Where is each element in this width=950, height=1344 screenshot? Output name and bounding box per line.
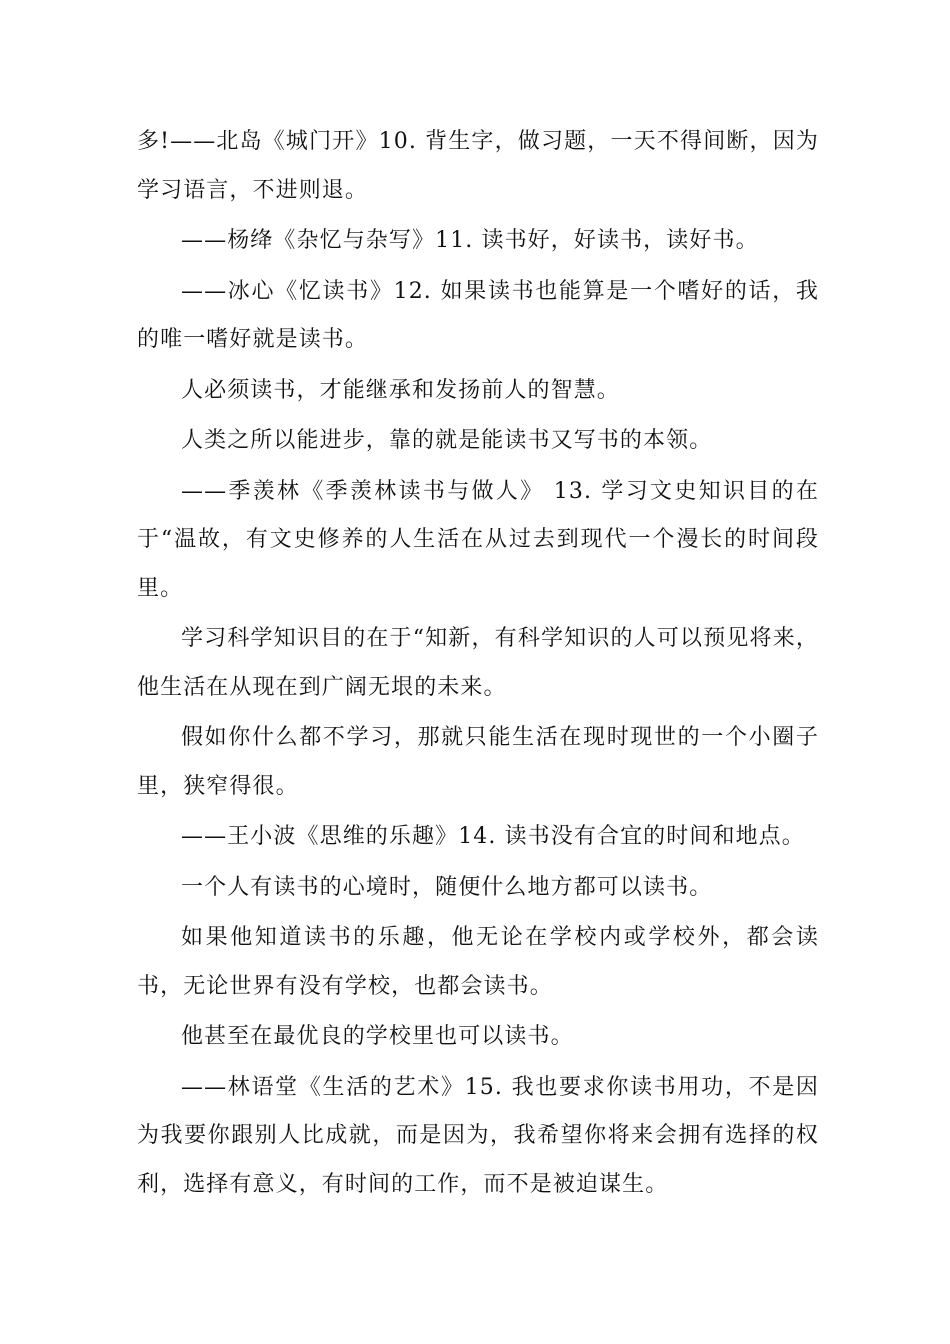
paragraph-3: ——冰心《忆读书》12. 如果读书也能算是一个嗜好的话，我的唯一嗜好就是读书。 [137, 278, 819, 352]
paragraph-6: ——季羡林《季羡林读书与做人》 13. 学习文史知识目的在于“温故，有文史修养的人生活在从过去到现代一个漫长的时间段里。 [137, 478, 819, 601]
paragraph-5: 人类之所以能进步，靠的就是能读书又写书的本领。 [181, 428, 713, 453]
paragraph-11: 如果他知道读书的乐趣，他无论在学校内或学校外，都会读书，无论世界有没有学校，也都会读书。 [137, 925, 819, 999]
paragraph-1: 多!——北岛《城门开》10. 背生字，做习题，一天不得间断，因为学习语言，不进则退。 [137, 129, 819, 203]
paragraph-2: ——杨绛《杂忆与杂写》11. 读书好，好读书，读好书。 [181, 228, 759, 253]
document-body [137, 118, 819, 1211]
paragraph-9: ——王小波《思维的乐趣》14. 读书没有合宜的时间和地点。 [181, 824, 805, 849]
paragraph-7: 学习科学知识目的在于“知新，有科学知识的人可以预见将来，他生活在从现在到广阔无垠的未来。 [137, 626, 819, 700]
paragraph-12: 他甚至在最优良的学校里也可以读书。 [181, 1024, 574, 1049]
paragraph-4: 人必须读书，才能继承和发扬前人的智慧。 [181, 377, 620, 403]
paragraph-10: 一个人有读书的心境时，随便什么地方都可以读书。 [181, 874, 713, 900]
paragraph-8: 假如你什么都不学习，那就只能生活在现时现世的一个小圈子里，狭窄得很。 [137, 725, 819, 799]
paragraph-13: ——林语堂《生活的艺术》15. 我也要求你读书用功，不是因为我要你跟别人比成就，而是因为，我希望你将来会拥有选择的权利，选择有意义，有时间的工作，而不是被迫谋生。 [137, 1074, 819, 1197]
